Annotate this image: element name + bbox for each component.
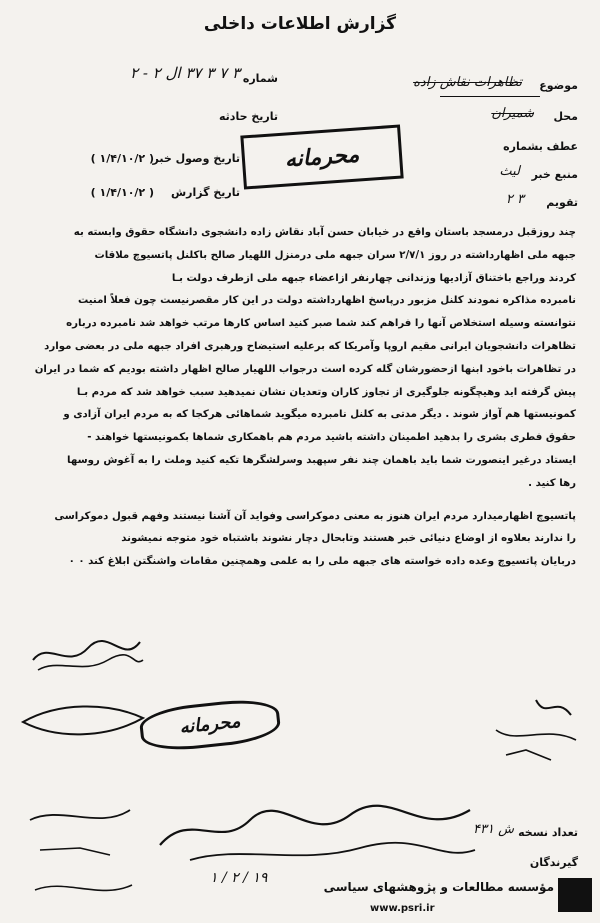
- subject-value: تظاهرات نقاش زاده: [413, 75, 522, 90]
- confidential-stamp-bottom: محرمانه: [138, 696, 282, 754]
- body-line: نتوانسته وسیله استخلاص آنها را فراهم کند شما صبر کنید اساس کارها مرتب خواهد شد نامبرده درباره: [66, 318, 576, 330]
- handwritten-margin-note: [20, 800, 140, 910]
- report-body: [34, 222, 576, 574]
- publisher-logo: [558, 878, 592, 912]
- handwritten-annotation: [150, 790, 480, 870]
- body-line: کردند وراجع باختناق آزادیها وزندانی چهارنفر ازاعضاء جبهه ملی ازطرف دولت بـا: [171, 272, 576, 284]
- subject-underline: [440, 96, 540, 97]
- appraisal-label: تقویم: [546, 196, 578, 209]
- body-line: کمونیستها هم آواز شوند . دیگر مدتی به کلنل نامبرده میگوید شماهائی هرکجا که به مردم ایران آزادی و: [63, 409, 576, 421]
- body-line: تظاهرات دانشجویان ایرانی مقیم اروپا وآمریکا که برعلیه استیضاح ورهبری افراد جبهه ملی در بعضی موارد: [44, 340, 576, 352]
- body-line: رها کنید .: [528, 477, 576, 489]
- body-line: جبهه ملی اظهارداشته در روز ۲/۷/۱ سران جبهه ملی درمنزل اللهیار صالح باکلنل پاتسیوچ ملاقات: [94, 249, 576, 261]
- source-label: منبع خبر: [531, 168, 578, 181]
- body-line: پیش گرفته اید وهیچگونه جلوگیری از تجاوز کاران وتعدیان نشان نمیدهید سبب خواهد شد که مردم بـا: [76, 386, 576, 398]
- signature-scribble: [28, 630, 148, 680]
- subject-label: موضوع: [539, 79, 578, 92]
- recipients-label: گیرندگان: [529, 856, 578, 869]
- publisher-name: مؤسسه مطالعات و پژوهشهای سیاسی: [323, 880, 554, 894]
- body-line: ایستاد درغیر اینصورت شما باید باهمان چند نفر سپهبد وسرلشگرها تکیه کنید وملت را به آغوش روسها: [67, 454, 576, 466]
- page-title: گزارش اطلاعات داخلی: [203, 14, 397, 34]
- received-value: ( ۱/۴/۱۰/۲ ): [90, 152, 154, 165]
- incident-date-label: تاریخ حادثه: [219, 110, 278, 123]
- body-line: پاتسیوچ اظهارمیدارد مردم ایران هنوز به معنی دموکراسی وفواید آن آشنا نیستند وفهم قبول دموکراسی: [54, 510, 576, 522]
- location-value: شمیران: [491, 106, 534, 121]
- report-date-label: تاریخ گزارش: [170, 186, 240, 199]
- report-date-value: ( ۱/۴/۱۰/۲ ): [90, 186, 154, 199]
- source-value: لیث: [499, 164, 520, 179]
- copies-value: ش ۴۳۱: [473, 822, 514, 837]
- attachment-label: عطف بشماره: [503, 140, 578, 153]
- stamp-swash: [18, 700, 148, 745]
- body-line: دربایان پاتسیوچ وعده داده خواسته های جبهه ملی را به علمی وهمچنین مقامات واشنگتن ابلاغ کند ۰ ۰: [68, 556, 576, 568]
- copies-label: تعداد نسخه: [518, 826, 578, 839]
- body-line: چند روزقبل درمسجد باستان واقع در خیابان حسن آباد نقاش زاده دانشجوی دانشگاه حقوق وابسته به: [73, 227, 576, 238]
- handwritten-notes: [476, 690, 586, 770]
- body-line: حقوق فطری بشری را بدهید اطمینان داشته باشید مردم هم باهمکاری شماها بکمونیستها خواهند -: [87, 432, 576, 444]
- number-label: شماره: [242, 72, 278, 85]
- handwritten-date: ۱۹ / ۲ / ۱: [210, 870, 268, 886]
- publisher-url: www.psri.ir: [370, 903, 435, 914]
- confidential-stamp: محرمانه: [240, 124, 403, 189]
- received-label: تاریخ وصول خبر: [152, 152, 240, 165]
- body-line: را ندارند بعلاوه از اوضاع دنیائی خبر هستند وتابحال دچار نشوند باشتباه خود متوجه نمیشوند: [121, 533, 576, 545]
- appraisal-value: ۳ ۲: [505, 192, 524, 207]
- body-line: نامبرده مذاکره نمودند کلنل مزبور درپاسخ اظهارداشته دولت در این کار مقصرنیست چون فعلاً امنیت: [77, 295, 576, 307]
- location-label: محل: [553, 110, 578, 123]
- body-line: در تظاهرات باخود ابنها ازحضورشان گله کرده است درجواب اللهیار صالح اظهار داشته بودیم که شما در ایران: [34, 363, 576, 375]
- number-value: ۳ ۷ ۳ ۳۷ ال ۲ - ۲: [130, 64, 240, 82]
